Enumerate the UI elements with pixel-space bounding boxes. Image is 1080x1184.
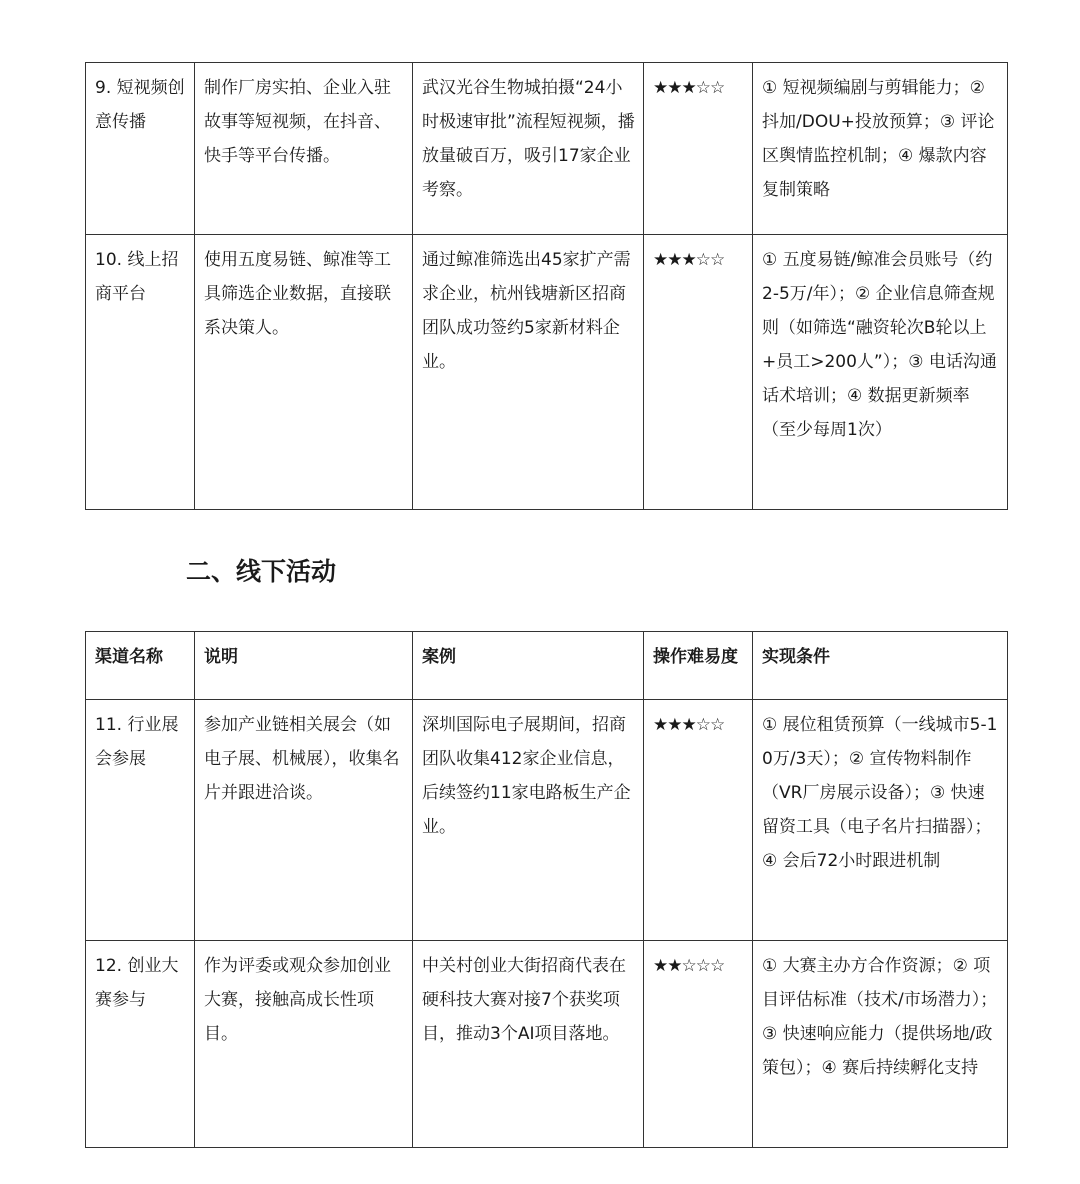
- description-cell: 作为评委或观众参加创业大赛，接触高成长性项目。: [195, 941, 413, 1148]
- difficulty-rating: ★★★☆☆: [644, 700, 753, 941]
- header-channel-name: 渠道名称: [86, 632, 195, 700]
- conditions-cell: ① 五度易链/鲸准会员账号（约2-5万/年）；② 企业信息筛查规则（如筛选“融资轮次B轮以上+员工>200人”）；③ 电话沟通话术培训；④ 数据更新频率（至少每周1次）: [753, 235, 1008, 510]
- case-cell: 深圳国际电子展期间，招商团队收集412家企业信息，后续签约11家电路板生产企业。: [413, 700, 644, 941]
- case-cell: 通过鲸准筛选出45家扩产需求企业，杭州钱塘新区招商团队成功签约5家新材料企业。: [413, 235, 644, 510]
- channel-name-cell: 10. 线上招商平台: [86, 235, 195, 510]
- online-channels-table: [85, 62, 1008, 510]
- channel-name-cell: 9. 短视频创意传播: [86, 63, 195, 235]
- description-cell: 使用五度易链、鲸准等工具筛选企业数据，直接联系决策人。: [195, 235, 413, 510]
- table-row: [86, 700, 1008, 941]
- conditions-cell: ① 展位租赁预算（一线城市5-10万/3天）；② 宣传物料制作（VR厂房展示设备）；③ 快速留资工具（电子名片扫描器）；④ 会后72小时跟进机制: [753, 700, 1008, 941]
- section-title: 二、线下活动: [186, 557, 337, 586]
- header-description: 说明: [195, 632, 413, 700]
- header-case: 案例: [413, 632, 644, 700]
- offline-channels-table: [85, 631, 1008, 1148]
- conditions-cell: ① 大赛主办方合作资源；② 项目评估标准（技术/市场潜力）；③ 快速响应能力（提供场地/政策包）；④ 赛后持续孵化支持: [753, 941, 1008, 1148]
- difficulty-rating: ★★★☆☆: [644, 235, 753, 510]
- channel-name-cell: 12. 创业大赛参与: [86, 941, 195, 1148]
- difficulty-rating: ★★★☆☆: [644, 63, 753, 235]
- description-cell: 制作厂房实拍、企业入驻故事等短视频，在抖音、快手等平台传播。: [195, 63, 413, 235]
- conditions-cell: ① 短视频编剧与剪辑能力；② 抖加/DOU+投放预算；③ 评论区舆情监控机制；④ 爆款内容复制策略: [753, 63, 1008, 235]
- channel-name-cell: 11. 行业展会参展: [86, 700, 195, 941]
- difficulty-rating: ★★☆☆☆: [644, 941, 753, 1148]
- case-cell: 中关村创业大街招商代表在硬科技大赛对接7个获奖项目，推动3个AI项目落地。: [413, 941, 644, 1148]
- table-row: [86, 235, 1008, 510]
- case-cell: 武汉光谷生物城拍摄“24小时极速审批”流程短视频，播放量破百万，吸引17家企业考察。: [413, 63, 644, 235]
- header-difficulty: 操作难易度: [644, 632, 753, 700]
- description-cell: 参加产业链相关展会（如电子展、机械展），收集名片并跟进洽谈。: [195, 700, 413, 941]
- table-row: [86, 63, 1008, 235]
- header-conditions: 实现条件: [753, 632, 1008, 700]
- table-row: [86, 941, 1008, 1148]
- table-header-row: [86, 632, 1008, 700]
